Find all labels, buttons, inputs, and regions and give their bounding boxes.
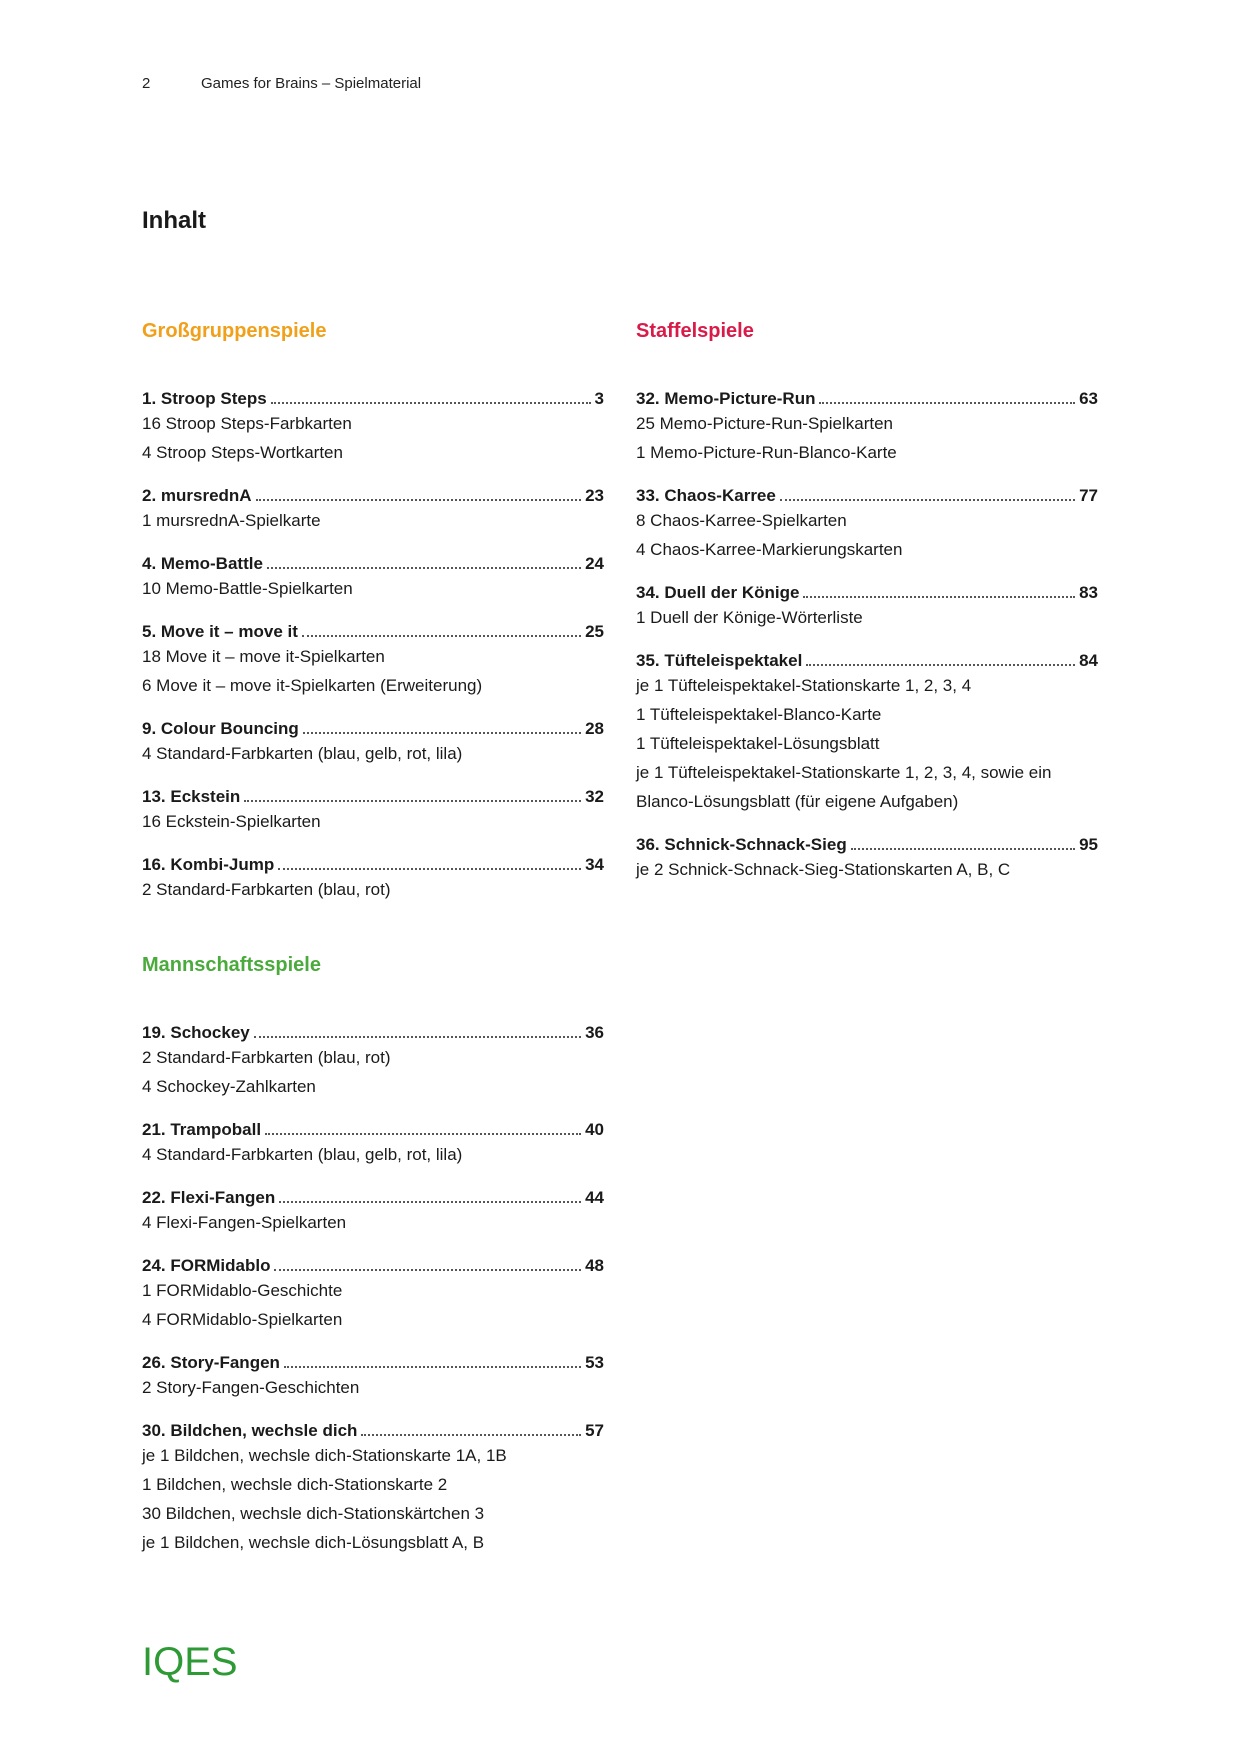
toc-entry-heading[interactable] <box>142 613 604 642</box>
dot-leader <box>274 1269 581 1271</box>
material-item: je 1 Tüfteleispektakel-Stationskarte 1, 2, 3, 4 <box>636 676 972 695</box>
dot-leader <box>278 868 581 870</box>
toc-entry-heading[interactable] <box>142 1014 604 1043</box>
dot-leader <box>302 635 581 637</box>
toc-entry <box>636 477 1098 564</box>
material-item: 2 Standard-Farbkarten (blau, rot) <box>142 880 391 899</box>
section-grossgruppenspiele <box>142 320 604 914</box>
material-item: je 1 Bildchen, wechsle dich-Stationskarte 1A, 1B <box>142 1446 507 1465</box>
page-number: 2 <box>142 75 151 92</box>
toc-entry-title: 22. Flexi-Fangen <box>142 1188 276 1207</box>
material-item: 1 Memo-Picture-Run-Blanco-Karte <box>636 443 897 462</box>
toc-entry-title: 1. Stroop Steps <box>142 389 267 408</box>
toc-entry-title: 16. Kombi-Jump <box>142 855 275 874</box>
material-item: 18 Move it – move it-Spielkarten <box>142 647 385 666</box>
dot-leader <box>284 1366 581 1368</box>
dot-leader <box>803 596 1075 598</box>
toc-entry-heading[interactable] <box>142 778 604 807</box>
toc-page-number: 32 <box>585 787 604 806</box>
iqes-logo: IQES <box>142 1640 238 1684</box>
material-item: 4 Stroop Steps-Wortkarten <box>142 443 343 462</box>
document-title: Games for Brains – Spielmaterial <box>201 75 422 92</box>
toc-entry <box>142 545 604 603</box>
section-title: Mannschaftsspiele <box>142 954 321 976</box>
toc-entry-heading[interactable] <box>142 545 604 574</box>
toc-entry-title: 9. Colour Bouncing <box>142 719 299 738</box>
material-item: 1 Duell der Könige-Wörterliste <box>636 608 863 627</box>
toc-entry-title: 32. Memo-Picture-Run <box>636 389 816 408</box>
dot-leader <box>271 402 591 404</box>
toc-entry-title: 5. Move it – move it <box>142 622 298 641</box>
toc-entry-heading[interactable] <box>636 642 1098 671</box>
dot-leader <box>254 1036 581 1038</box>
toc-entry <box>142 778 604 836</box>
material-item: je 1 Tüfteleispektakel-Stationskarte 1, 2, 3, 4, sowie ein <box>636 763 1052 782</box>
toc-entry-title: 19. Schockey <box>142 1023 250 1042</box>
toc-entry-heading[interactable] <box>142 846 604 875</box>
toc-entry-title: 36. Schnick-Schnack-Sieg <box>636 835 847 854</box>
page-title: Inhalt <box>142 207 206 234</box>
toc-entry <box>142 1111 604 1169</box>
toc-entry-title: 34. Duell der Könige <box>636 583 800 602</box>
material-item: Blanco-Lösungsblatt (für eigene Aufgaben) <box>636 792 959 811</box>
toc-entry-heading[interactable] <box>636 380 1098 409</box>
toc-page-number: 95 <box>1079 835 1098 854</box>
toc-entry-heading[interactable] <box>142 477 604 506</box>
toc-page-number: 77 <box>1079 486 1098 505</box>
toc-entry-title: 26. Story-Fangen <box>142 1353 280 1372</box>
dot-leader <box>279 1201 581 1203</box>
dot-leader <box>806 664 1075 666</box>
toc-entry-heading[interactable] <box>636 477 1098 506</box>
toc-entry-heading[interactable] <box>636 826 1098 855</box>
toc-entry <box>142 1179 604 1237</box>
toc-entry-heading[interactable] <box>142 1344 604 1373</box>
toc-entry-heading[interactable] <box>142 380 604 409</box>
toc-entry-title: 2. mursrednA <box>142 486 252 505</box>
toc-entry-title: 33. Chaos-Karree <box>636 486 776 505</box>
material-item: 4 Flexi-Fangen-Spielkarten <box>142 1213 347 1232</box>
material-item: 1 Tüfteleispektakel-Lösungsblatt <box>636 734 880 753</box>
toc-entry-title: 30. Bildchen, wechsle dich <box>142 1421 358 1440</box>
material-item: 4 Standard-Farbkarten (blau, gelb, rot, lila) <box>142 744 463 763</box>
toc-page-number: 83 <box>1079 583 1098 602</box>
toc-page-number: 57 <box>585 1421 604 1440</box>
section-mannschaftsspiele <box>142 954 604 1567</box>
material-item: 1 Tüfteleispektakel-Blanco-Karte <box>636 705 882 724</box>
toc-entry-title: 13. Eckstein <box>142 787 241 806</box>
toc-entry <box>636 826 1098 884</box>
toc-page-number: 53 <box>585 1353 604 1372</box>
toc-entry-heading[interactable] <box>142 710 604 739</box>
material-item: 2 Story-Fangen-Geschichten <box>142 1378 360 1397</box>
toc-page-number: 34 <box>585 855 604 874</box>
toc-entry <box>142 613 604 700</box>
material-item: 16 Eckstein-Spielkarten <box>142 812 321 831</box>
material-item: je 2 Schnick-Schnack-Sieg-Stationskarten A, B, C <box>636 860 1011 879</box>
dot-leader <box>265 1133 581 1135</box>
material-item: 4 FORMidablo-Spielkarten <box>142 1310 343 1329</box>
dot-leader <box>267 567 581 569</box>
material-item: 4 Standard-Farbkarten (blau, gelb, rot, lila) <box>142 1145 463 1164</box>
toc-entry-title: 24. FORMidablo <box>142 1256 271 1275</box>
toc-entry-heading[interactable] <box>142 1412 604 1441</box>
toc-entry <box>142 1412 604 1557</box>
toc-page-number: 84 <box>1079 651 1098 670</box>
toc-entry-heading[interactable] <box>142 1179 604 1208</box>
material-item: 2 Standard-Farbkarten (blau, rot) <box>142 1048 391 1067</box>
toc-entry <box>142 380 604 467</box>
page-header <box>142 75 421 92</box>
toc-entry-title: 21. Trampoball <box>142 1120 262 1139</box>
section-title: Großgruppenspiele <box>142 320 327 342</box>
dot-leader <box>244 800 581 802</box>
material-item: 1 mursrednA-Spielkarte <box>142 511 321 530</box>
toc-entry <box>142 477 604 535</box>
material-item: 4 Chaos-Karree-Markierungskarten <box>636 540 903 559</box>
toc-entry <box>142 1247 604 1334</box>
material-item: 1 Bildchen, wechsle dich-Stationskarte 2 <box>142 1475 448 1494</box>
toc-entry <box>142 1344 604 1402</box>
toc-page-number: 48 <box>585 1256 604 1275</box>
toc-page-number: 40 <box>585 1120 604 1139</box>
toc-entry <box>636 380 1098 467</box>
material-item: 6 Move it – move it-Spielkarten (Erweiterung) <box>142 676 483 695</box>
material-item: 30 Bildchen, wechsle dich-Stationskärtchen 3 <box>142 1504 485 1523</box>
section-staffelspiele <box>636 320 1098 894</box>
material-item: 25 Memo-Picture-Run-Spielkarten <box>636 414 893 433</box>
toc-page-number: 3 <box>594 389 604 408</box>
material-item: 10 Memo-Battle-Spielkarten <box>142 579 353 598</box>
section-title: Staffelspiele <box>636 320 754 342</box>
toc-page-number: 36 <box>585 1023 604 1042</box>
dot-leader <box>361 1434 581 1436</box>
material-item: 1 FORMidablo-Geschichte <box>142 1281 343 1300</box>
material-item: 4 Schockey-Zahlkarten <box>142 1077 316 1096</box>
dot-leader <box>819 402 1075 404</box>
toc-entry-heading[interactable] <box>142 1111 604 1140</box>
material-item: je 1 Bildchen, wechsle dich-Lösungsblatt A, B <box>142 1533 485 1552</box>
toc-page-number: 23 <box>585 486 604 505</box>
toc-entry-title: 35. Tüfteleispektakel <box>636 651 803 670</box>
material-item: 8 Chaos-Karree-Spielkarten <box>636 511 847 530</box>
toc-entry <box>142 1014 604 1101</box>
toc-page-number: 24 <box>585 554 604 573</box>
dot-leader <box>851 848 1075 850</box>
dot-leader <box>780 499 1075 501</box>
toc-page-number: 28 <box>585 719 604 738</box>
toc-entry-title: 4. Memo-Battle <box>142 554 263 573</box>
toc-entry <box>142 846 604 904</box>
toc-entry <box>636 642 1098 816</box>
toc-entry <box>142 710 604 768</box>
toc-entry-heading[interactable] <box>142 1247 604 1276</box>
toc-page-number: 63 <box>1079 389 1098 408</box>
toc-entry <box>636 574 1098 632</box>
material-item: 16 Stroop Steps-Farbkarten <box>142 414 352 433</box>
dot-leader <box>303 732 581 734</box>
dot-leader <box>256 499 581 501</box>
toc-page-number: 25 <box>585 622 604 641</box>
toc-page-number: 44 <box>585 1188 604 1207</box>
toc-entry-heading[interactable] <box>636 574 1098 603</box>
